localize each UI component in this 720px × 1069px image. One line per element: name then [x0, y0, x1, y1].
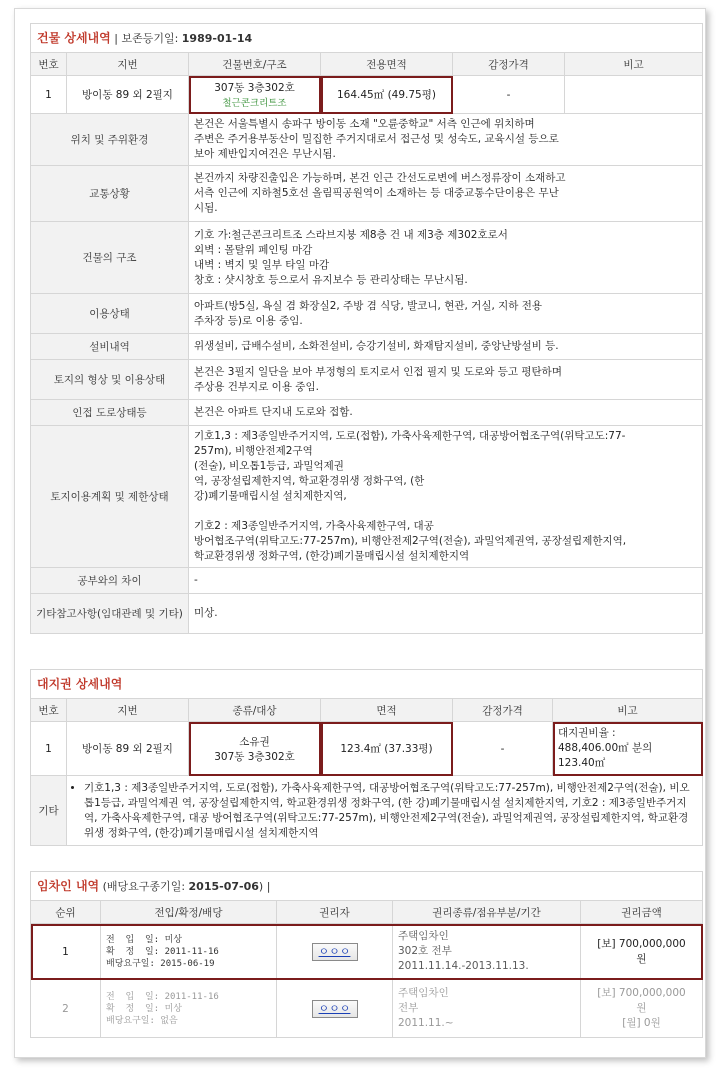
- detail-row: [31, 594, 703, 634]
- header-lot: 지번: [67, 53, 189, 76]
- building-row-bldg-no-cell: [189, 76, 321, 114]
- land-etc-cell: [67, 776, 703, 846]
- detail-row: [31, 222, 703, 294]
- detail-label: 토지의 형상 및 이용상태: [31, 360, 189, 400]
- detail-value: 본건은 서울특별시 송파구 방이동 소재 "오륜중학교" 서측 인근에 위치하며 주변은 주거용부동산이 밀집한 주거지대로서 접근성 및 성숙도, 교육시설 등으로 보아 제반입지여건은 무난시됨.: [189, 114, 703, 166]
- header-no: 번호: [31, 699, 67, 722]
- header-note: 비고: [553, 699, 703, 722]
- building-section-header: 건물 상세내역 | 보존등기일: 1989-01-14: [30, 23, 703, 52]
- tenant-row-dates: 전 입 일: 2011-11-16 확 정 일: 미상 배당요구일: 없음: [101, 980, 277, 1038]
- detail-value: 기호 가:철근콘크리트조 스라브지붕 제8층 건 내 제3층 제302호로서 외벽 : 몰탈위 페인팅 마감 내벽 : 벽지 및 일부 타일 마감 창호 : 샷시창호 등으로서 유지보수 등 관리상태는 무난시됨.: [189, 222, 703, 294]
- detail-value: 아파트(방5실, 욕실 겸 화장실2, 주방 겸 식당, 발코니, 현관, 거실, 지하 전용 주차장 등)로 이용 중임.: [189, 294, 703, 334]
- tenant-row-holder-cell: [277, 980, 393, 1038]
- detail-label: 인접 도로상태등: [31, 400, 189, 426]
- tenant-row-rights: 주택임차인 302호 전부 2011.11.14.-2013.11.13.: [393, 924, 581, 980]
- tenant-row: [31, 980, 703, 1038]
- detail-value: -: [189, 568, 703, 594]
- detail-label: 교통상황: [31, 166, 189, 222]
- land-row-no: 1: [31, 722, 67, 776]
- tenant-row-no: 1: [31, 924, 101, 980]
- land-header-row: [31, 699, 703, 722]
- tenant-holder-button[interactable]: ㅇㅇㅇ: [312, 1000, 358, 1018]
- tenant-holder-button[interactable]: ㅇㅇㅇ: [312, 943, 358, 961]
- tenant-section-title: 임차인 내역: [37, 879, 100, 893]
- dividend-deadline-end: ) |: [258, 880, 271, 893]
- land-section-title: 대지권 상세내역: [37, 677, 123, 691]
- header-no: 번호: [31, 53, 67, 76]
- land-etc-label: 기타: [31, 776, 67, 846]
- land-row-lot: 방이동 89 외 2필지: [67, 722, 189, 776]
- detail-value: 기호1,3 : 제3종일반주거지역, 도로(접함), 가축사육제한구역, 대공방어협조구역(위탁고도:77- 257m), 비행안전제2구역 (전술), 비오톱1등급, 과밀억제권 역, 공장설립제한지역, 학교환경위생 정화구역, (한 강)폐기물매립시설 설치제한지역, 기호2 : 제3종일반주거지역, 가축사육제한구역, 대공 방어협조구역(위탁고도:77-257m), 비행안전제2구역(전술), 과밀억제권역, 공장설립제한지역, 학교환경위생 정화구역, (한강)폐기물매립시설 설치제한지역: [189, 426, 703, 568]
- land-etc-row: [31, 776, 703, 846]
- building-row-bldg-no: 307동 3층302호: [214, 82, 295, 94]
- land-table: [30, 698, 703, 776]
- preservation-date: 1989-01-14: [181, 32, 253, 45]
- building-row-note: [565, 76, 703, 114]
- detail-row: [31, 426, 703, 568]
- building-section-title: 건물 상세내역: [37, 31, 111, 45]
- land-row-kind: 소유권: [239, 735, 270, 748]
- land-row-area: 123.4㎡ (37.33평): [321, 722, 453, 776]
- land-section-header: [30, 669, 703, 698]
- detail-value: 위생설비, 급배수설비, 소화전설비, 승강기설비, 화재탐지설비, 중앙난방설비 등.: [189, 334, 703, 360]
- building-row-price: -: [453, 76, 565, 114]
- detail-row: [31, 114, 703, 166]
- tenant-row-no: 2: [31, 980, 101, 1038]
- tenant-row-holder-cell: [277, 924, 393, 980]
- header-area: 면적: [321, 699, 453, 722]
- detail-label: 이용상태: [31, 294, 189, 334]
- land-section: [30, 669, 703, 846]
- detail-row: [31, 166, 703, 222]
- building-row-no: 1: [31, 76, 67, 114]
- land-row-target: 307동 3층302호: [214, 750, 295, 763]
- tenant-row-amount: [보] 700,000,000 원: [581, 924, 703, 980]
- detail-value: 미상.: [189, 594, 703, 634]
- header-price: 감정가격: [453, 699, 553, 722]
- header-dates: 전입/확정/배당: [101, 901, 277, 924]
- detail-value: 본건까지 차량진출입은 가능하며, 본건 인근 간선도로변에 버스정류장이 소재하고 서측 인근에 지하철5호선 올림픽공원역이 소재하는 등 대중교통수단이용은 무난 시됨.: [189, 166, 703, 222]
- land-row: [31, 722, 703, 776]
- header-rights: 권리종류/점유부분/기간: [393, 901, 581, 924]
- header-amount: 권리금액: [581, 901, 703, 924]
- tenant-section-header: [30, 871, 703, 900]
- header-area: 전용면적: [321, 53, 453, 76]
- dividend-deadline-date: 2015-07-06: [188, 880, 259, 893]
- dividend-deadline-label: (배당요구종기일:: [102, 880, 186, 893]
- detail-label: 위치 및 주위환경: [31, 114, 189, 166]
- building-header-row: [31, 53, 703, 76]
- building-details-table: [30, 113, 703, 634]
- land-row-kind-cell: [189, 722, 321, 776]
- detail-label: 기타참고사항(임대관례 및 기타): [31, 594, 189, 634]
- header-bldg-no: 건물번호/구조: [189, 53, 321, 76]
- detail-label: 공부와의 차이: [31, 568, 189, 594]
- detail-label: 설비내역: [31, 334, 189, 360]
- detail-value: 본건은 3필지 일단을 보아 부정형의 토지로서 인접 필지 및 도로와 등고 평탄하며 주상용 건부지로 이용 중임.: [189, 360, 703, 400]
- tenant-section: [30, 871, 703, 1038]
- header-price: 감정가격: [453, 53, 565, 76]
- detail-label: 토지이용계획 및 제한상태: [31, 426, 189, 568]
- building-table: [30, 52, 703, 114]
- land-row-price: -: [453, 722, 553, 776]
- tenant-header-row: [31, 901, 703, 924]
- preservation-date-label: 보존등기일:: [121, 32, 179, 45]
- header-kind: 종류/대상: [189, 699, 321, 722]
- building-row: [31, 76, 703, 114]
- tenant-row-dates: 전 입 일: 미상 확 정 일: 2011-11-16 배당요구일: 2015-06-19: [101, 924, 277, 980]
- tenant-table: [30, 900, 703, 1038]
- header-rank: 순위: [31, 901, 101, 924]
- tenant-row-rights: 주택임차인 전부 2011.11.~: [393, 980, 581, 1038]
- detail-row: [31, 360, 703, 400]
- building-section: [30, 23, 703, 634]
- land-etc-table: [30, 775, 703, 846]
- land-row-note: 대지권비율 : 488,406.00㎡ 분의 123.40㎡: [553, 722, 703, 776]
- header-note: 비고: [565, 53, 703, 76]
- tenant-row-amount: [보] 700,000,000 원 [월] 0원: [581, 980, 703, 1038]
- detail-row: [31, 334, 703, 360]
- detail-label: 건물의 구조: [31, 222, 189, 294]
- land-etc-value: • 기호1,3 : 제3종일반주거지역, 도로(접함), 가축사육제한구역, 대공방어협조구역(위탁고도:77-257m), 비행안전제2구역(전술), 비오톱1등급, 과밀억제권 역, 공장설립제한지역, 학교환경위생 정화구역, (한 강)폐기물매립시설 설치제한지역, 기호2 : 제3종일반주거지역, 가축사육제한구역, 대공 방어협조구역(위탁고도:77-257m), 비행안전제2구역(전술), 과밀억제권역, 공장설립제한지역, 학교환경위생 정화구역, (한강)폐기물매립시설 설치제한지역: [84, 781, 697, 841]
- building-row-area: 164.45㎡ (49.75평): [321, 76, 453, 114]
- detail-row: [31, 294, 703, 334]
- tenant-row: [31, 924, 703, 980]
- detail-value: 본건은 아파트 단지내 도로와 접함.: [189, 400, 703, 426]
- building-row-lot: 방이동 89 외 2필지: [67, 76, 189, 114]
- detail-row: [31, 568, 703, 594]
- detail-row: [31, 400, 703, 426]
- building-row-structure: 철근콘크리트조: [222, 98, 287, 109]
- header-lot: 지번: [67, 699, 189, 722]
- page-frame: [14, 8, 706, 1058]
- header-holder: 권리자: [277, 901, 393, 924]
